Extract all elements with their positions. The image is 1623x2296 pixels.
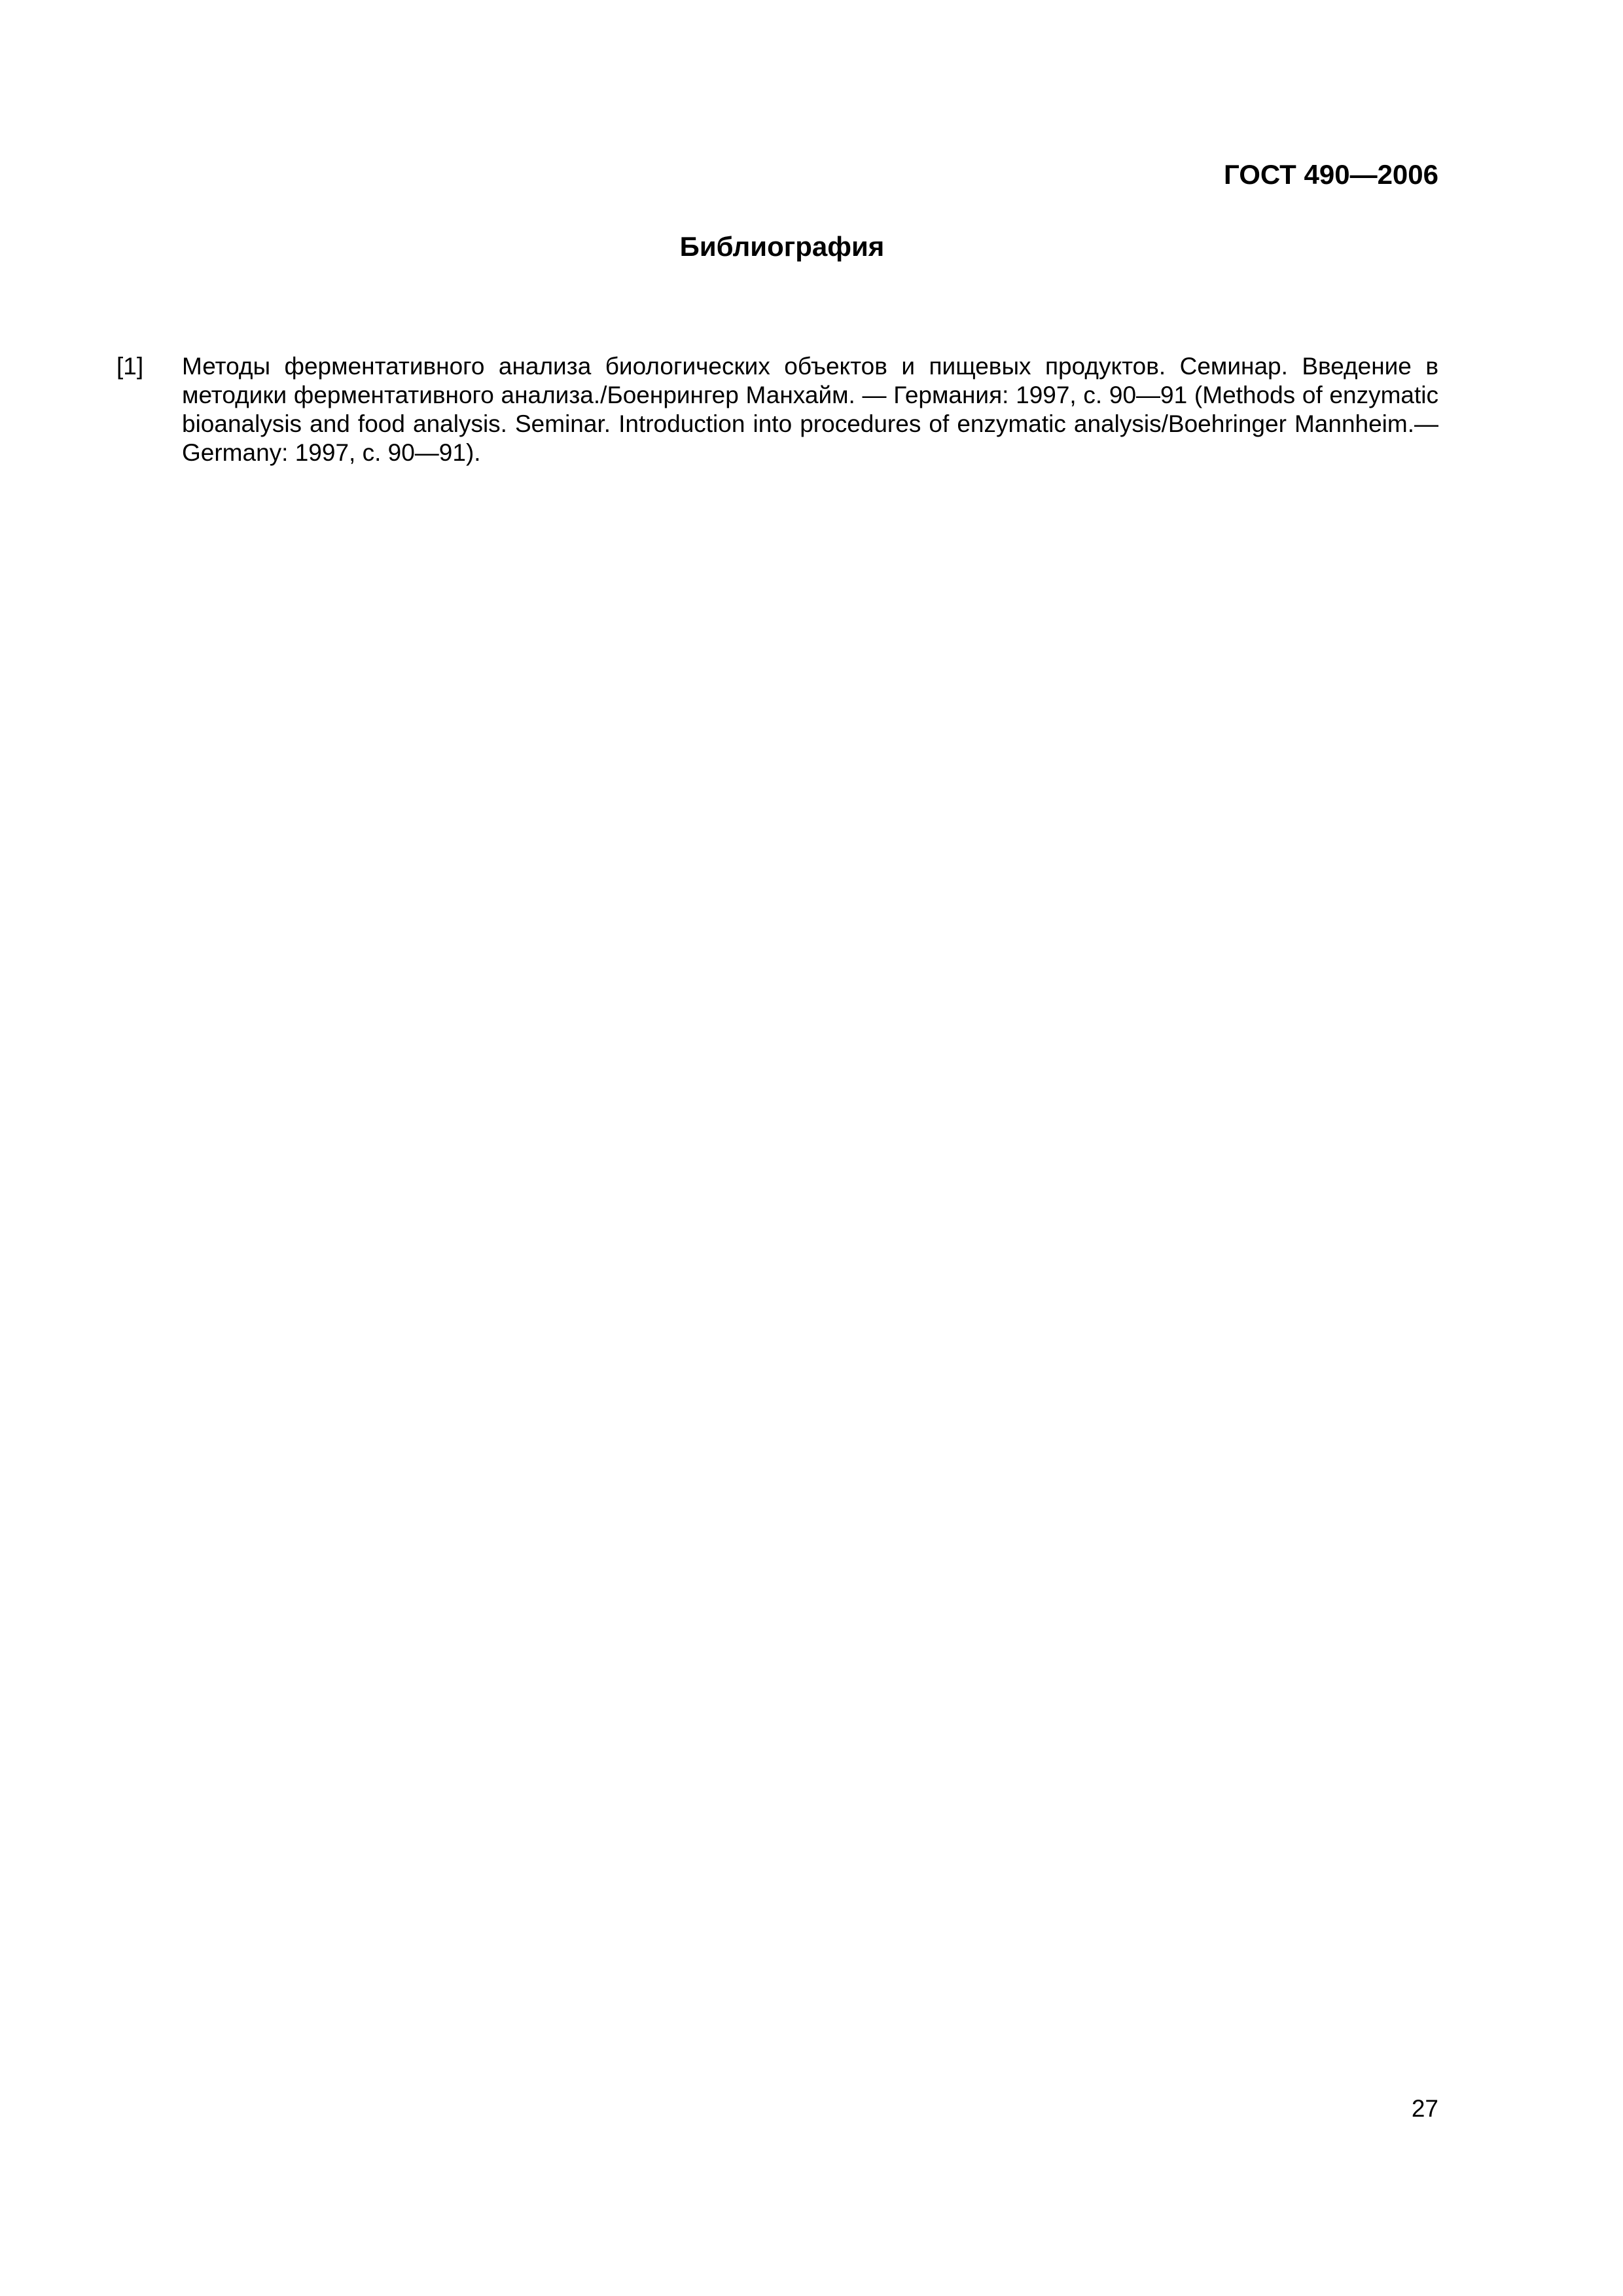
- bibliography-entry: [116, 352, 1438, 467]
- bibliography-entry-number: [1]: [116, 353, 144, 380]
- page-number: 27: [1411, 2095, 1438, 2122]
- bibliography-entry-text: Методы ферментативного анализа биологических объектов и пищевых продуктов. Семинар. Введение в методики ферментативного анализа./Боенрингер Манхайм. — Германия: 1997, с. 90—91 (Methods of enzymatic bioanalysis and food analysis. Seminar. Introduction into procedures of enzymatic analysis/Boehringer Mannheim.— Germany: 1997, с. 90—91).: [182, 353, 1438, 466]
- bibliography-list: [116, 352, 1438, 467]
- section-title: Библиография: [679, 231, 885, 262]
- document-code: ГОСТ 490—2006: [1223, 159, 1438, 190]
